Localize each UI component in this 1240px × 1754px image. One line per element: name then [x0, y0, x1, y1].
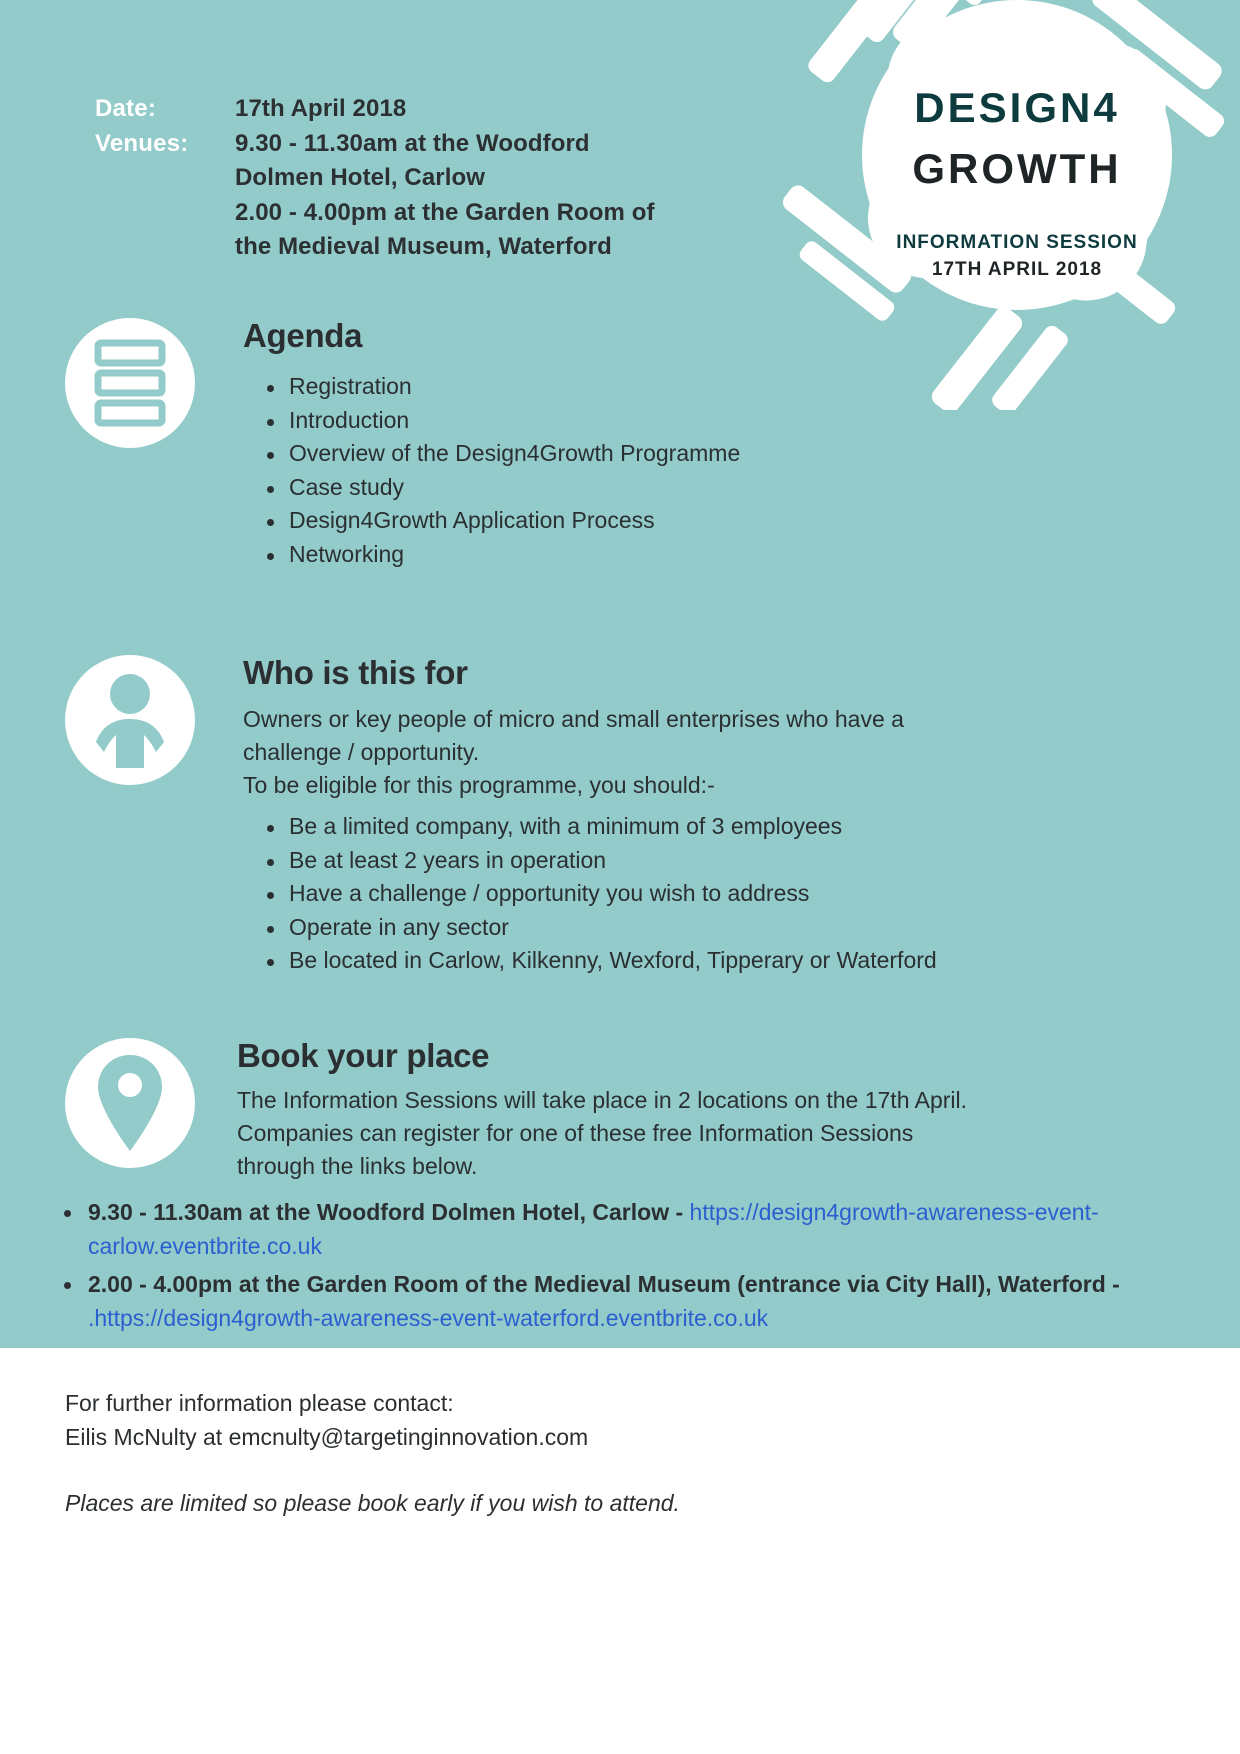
book-body — [237, 1038, 1105, 1183]
audience-section — [65, 655, 1075, 978]
date-value: 17th April 2018 — [235, 95, 407, 122]
list-item: Be a limited company, with a minimum of 3 employees — [289, 810, 1075, 844]
eventbrite-link-carlow[interactable]: https://design4growth-awareness-event-carlow.eventbrite.co.uk — [88, 1199, 1099, 1259]
audience-intro — [243, 703, 1075, 802]
footer-note: Places are limited so please book early if you wish to attend. — [65, 1490, 680, 1516]
logo-subtitle-1: INFORMATION SESSION — [896, 232, 1138, 253]
person-icon — [65, 655, 195, 785]
book-intro — [237, 1084, 1105, 1183]
audience-body — [243, 655, 1075, 978]
list-item: Networking — [289, 538, 1065, 572]
agenda-body — [243, 318, 1065, 571]
book-section — [65, 1038, 1105, 1183]
footer-contact-line-2: Eilis McNulty at emcnulty@targetinginnovation.com — [65, 1424, 589, 1450]
list-item: Case study — [289, 471, 1065, 505]
audience-criteria-list — [243, 810, 1075, 978]
event-details-values — [235, 92, 795, 265]
session-separator: - — [669, 1199, 690, 1225]
audience-intro-line-2: challenge / opportunity. — [243, 739, 480, 766]
footer-content — [65, 1386, 1165, 1520]
venues-label: Venues: — [95, 129, 189, 157]
eventbrite-link-waterford[interactable]: .https://design4growth-awareness-event-waterford.eventbrite.co.uk — [88, 1305, 769, 1331]
logo-line1: DESIGN4 — [914, 84, 1120, 131]
agenda-list — [243, 370, 1065, 571]
list-item: Be located in Carlow, Kilkenny, Wexford, Tipperary or Waterford — [289, 944, 1075, 978]
logo-subtitle-2: 17TH APRIL 2018 — [931, 259, 1103, 280]
map-pin-icon — [65, 1038, 195, 1168]
list-item — [88, 1195, 1240, 1263]
session-label: 2.00 - 4.00pm at the Garden Room of the Medieval Museum (entrance via City Hall), Waterford — [88, 1271, 1106, 1297]
list-document-glyph — [90, 337, 170, 429]
audience-intro-line-3: To be eligible for this programme, you should:- — [243, 772, 715, 799]
list-item: Registration — [289, 370, 1065, 404]
list-item — [88, 1267, 1240, 1335]
book-intro-line-3: through the links below. — [237, 1153, 478, 1180]
venue-line-1: 9.30 - 11.30am at the Woodford — [235, 129, 590, 157]
event-details-labels — [95, 92, 235, 265]
map-pin-glyph — [95, 1053, 165, 1153]
book-title: Book your place — [237, 1037, 490, 1074]
list-document-icon — [65, 318, 195, 448]
list-item: Have a challenge / opportunity you wish to address — [289, 877, 1075, 911]
date-label: Date: — [95, 95, 157, 122]
event-details-header — [95, 92, 795, 265]
agenda-title: Agenda — [243, 317, 363, 354]
person-glyph — [84, 672, 176, 768]
list-item: Operate in any sector — [289, 911, 1075, 945]
audience-intro-line-1: Owners or key people of micro and small enterprises who have a — [243, 706, 904, 733]
session-label: 9.30 - 11.30am at the Woodford Dolmen Hotel, Carlow — [88, 1199, 670, 1225]
footer-panel — [0, 1348, 1240, 1754]
venue-line-3: 2.00 - 4.00pm at the Garden Room of — [235, 198, 655, 226]
footer-contact-line-1: For further information please contact: — [65, 1390, 454, 1416]
list-item: Design4Growth Application Process — [289, 504, 1065, 538]
book-intro-line-1: The Information Sessions will take place in 2 locations on the 17th April. — [237, 1087, 968, 1114]
list-item: Be at least 2 years in operation — [289, 844, 1075, 878]
booking-links-list — [40, 1195, 1240, 1339]
audience-title: Who is this for — [243, 654, 468, 691]
venue-line-2: Dolmen Hotel, Carlow — [235, 164, 486, 191]
book-intro-line-2: Companies can register for one of these free Information Sessions — [237, 1120, 914, 1147]
session-separator: - — [1105, 1271, 1120, 1297]
venue-line-4: the Medieval Museum, Waterford — [235, 233, 612, 260]
logo-line2: GROWTH — [912, 145, 1122, 192]
list-item: Introduction — [289, 404, 1065, 438]
list-item: Overview of the Design4Growth Programme — [289, 437, 1065, 471]
agenda-section — [65, 318, 1065, 571]
